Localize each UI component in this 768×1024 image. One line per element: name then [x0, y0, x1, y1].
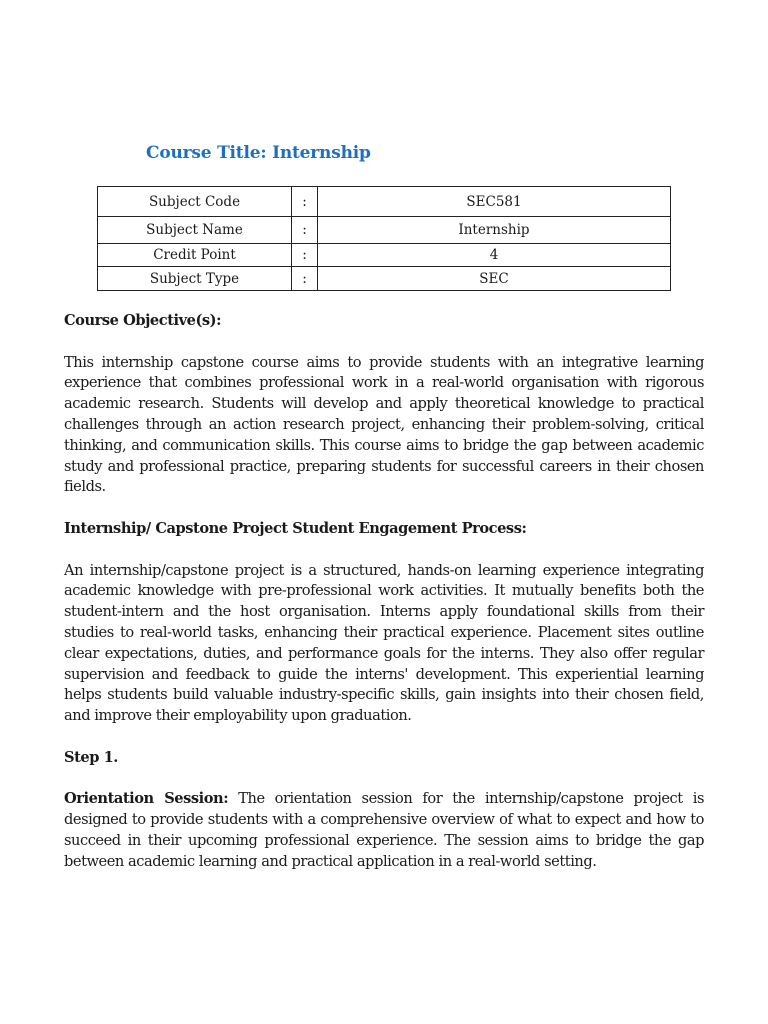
course-title: Course Title: Internship — [146, 143, 371, 163]
subject-code-label: Subject Code — [98, 187, 292, 217]
orientation-paragraph — [64, 789, 704, 872]
subject-type-label: Subject Type — [98, 267, 292, 291]
separator: : — [292, 187, 318, 217]
separator: : — [292, 217, 318, 244]
credit-point-value: 4 — [318, 244, 671, 267]
table-row — [98, 217, 671, 244]
subject-name-label: Subject Name — [98, 217, 292, 244]
subject-name-value: Internship — [318, 217, 671, 244]
table-row — [98, 267, 671, 291]
engagement-paragraph: An internship/capstone project is a structured, hands-on learning experience integrating academic knowledge with pre-professional work activities. It mutually benefits both the student-intern and the host organisation. Interns apply foundational skills from their studies to real-world tasks, enhancing their practical experience. Placement sites outline clear expectations, duties, and performance goals for the interns. They also offer regular supervision and feedback to guide the interns' development. This experiential learning helps students build valuable industry-specific skills, gain insights into their chosen field, and improve their employability upon graduation. — [64, 561, 704, 725]
engagement-heading: Internship/ Capstone Project Student Engagement Process: — [64, 519, 527, 537]
step-heading: Step 1. — [64, 748, 118, 766]
table-row — [98, 244, 671, 267]
subject-type-value: SEC — [318, 267, 671, 291]
orientation-label: Orientation Session: — [64, 790, 229, 808]
separator: : — [292, 244, 318, 267]
orientation-text: The orientation session for the internship/capstone project is designed to provide students with a comprehensive overview of what to expect and how to succeed in their upcoming professional experience. The session aims to bridge the gap between academic learning and practical application in a real-world setting. — [64, 790, 704, 870]
subject-info-table — [97, 186, 671, 291]
separator: : — [292, 267, 318, 291]
subject-code-value: SEC581 — [318, 187, 671, 217]
credit-point-label: Credit Point — [98, 244, 292, 267]
objective-paragraph: This internship capstone course aims to provide students with an integrative learning experience that combines professional work in a real-world organisation with rigorous academic research. Students will develop and apply theoretical knowledge to practical challenges through an action research project, enhancing their problem-solving, critical thinking, and communication skills. This course aims to bridge the gap between academic study and professional practice, preparing students for successful careers in their chosen fields. — [64, 353, 704, 496]
objective-heading: Course Objective(s): — [64, 312, 222, 329]
document-body — [64, 311, 704, 873]
table-row — [98, 187, 671, 217]
